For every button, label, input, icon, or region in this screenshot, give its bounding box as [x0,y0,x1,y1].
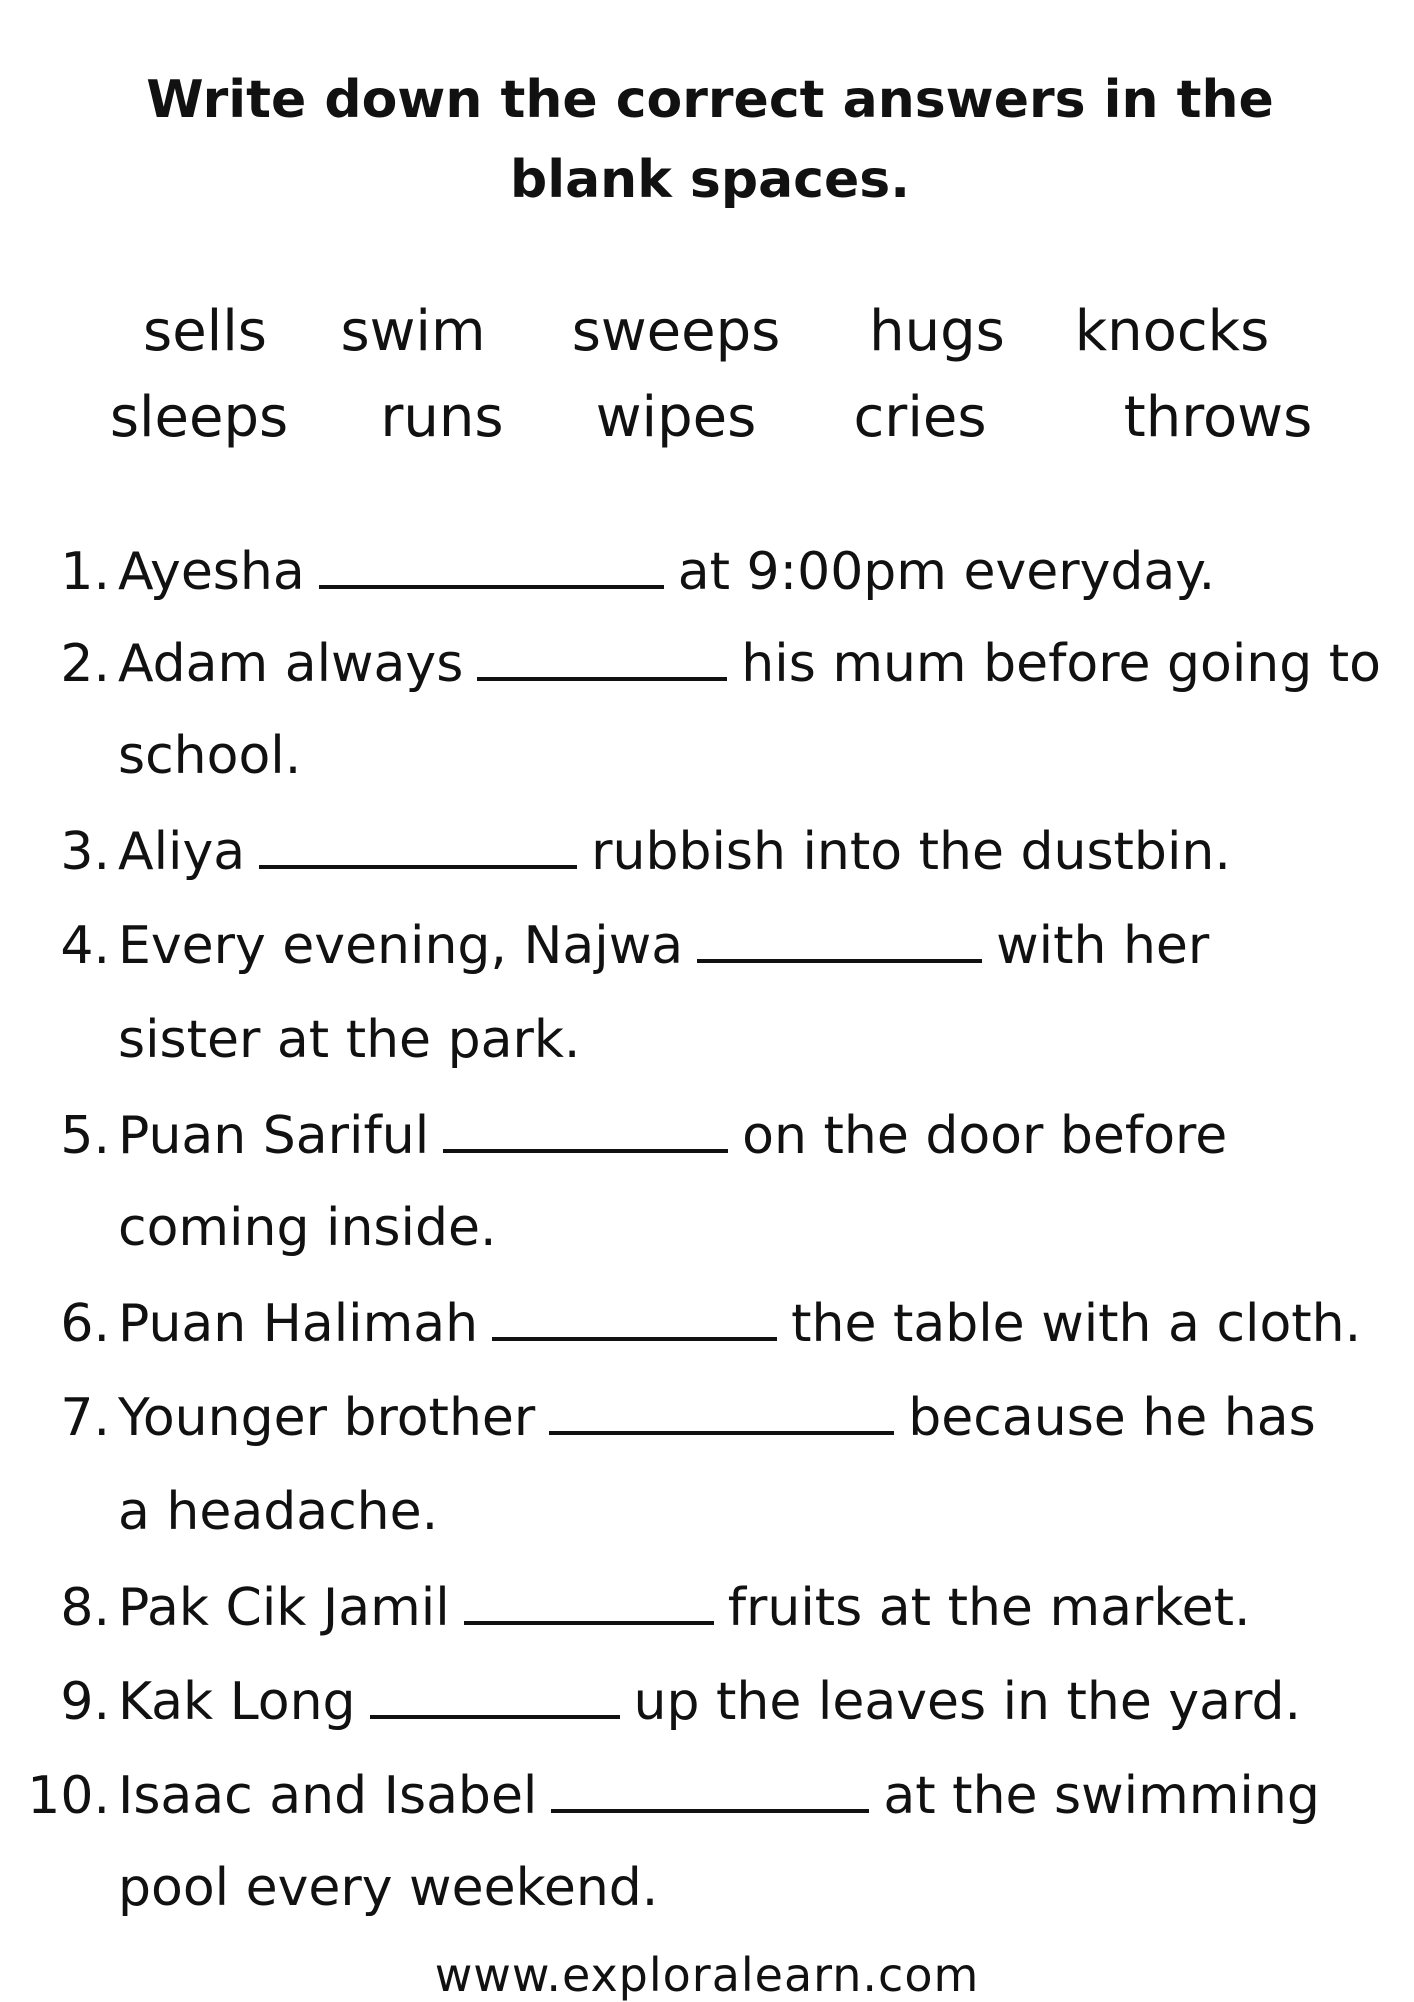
word-bank-item: wipes [595,385,757,450]
word-bank-item: sleeps [109,385,289,450]
question-continuation: coming inside. [118,1198,497,1258]
question-continuation: school. [118,726,302,786]
question-line [118,1104,1227,1168]
question-text-after: the table with a cloth. [791,1294,1362,1354]
question-line [118,1670,1301,1734]
question-text-after: rubbish into the dustbin. [591,822,1231,882]
question-text-before: Puan Halimah [118,1294,479,1354]
question-line [118,1764,1320,1828]
footer-website: www.exploralearn.com [434,1948,980,2002]
question-text-after: his mum before going to [741,634,1381,694]
answer-blank[interactable] [259,821,577,869]
question-text-before: Younger brother [118,1388,536,1448]
answer-blank[interactable] [549,1387,894,1435]
question-number: 7. [60,1388,110,1448]
question-line [118,1292,1361,1356]
worksheet-title: Write down the correct answers in the blank spaces. [146,70,1274,210]
question-number: 5. [60,1106,110,1166]
answer-blank[interactable] [551,1765,869,1813]
word-bank-item: swim [340,299,486,364]
question-number: 9. [60,1672,110,1732]
question-number: 10. [27,1766,110,1826]
question-line [118,540,1215,604]
question-text-after: on the door before [742,1106,1228,1166]
question-text-after: because he has [908,1388,1316,1448]
answer-blank[interactable] [477,633,727,681]
question-text-before: Every evening, Najwa [118,916,684,976]
word-bank-item: cries [853,385,987,450]
question-number: 8. [60,1578,110,1638]
question-line [118,632,1381,696]
word-bank-item: knocks [1074,299,1270,364]
word-bank-item: sweeps [571,299,781,364]
word-bank-item: runs [380,385,504,450]
answer-blank[interactable] [370,1671,620,1719]
question-text-after: at the swimming [883,1766,1320,1826]
question-line [118,1386,1316,1450]
answer-blank[interactable] [492,1293,777,1341]
question-text-before: Puan Sariful [118,1106,430,1166]
answer-blank[interactable] [697,915,982,963]
answer-blank[interactable] [319,541,664,589]
question-continuation: pool every weekend. [118,1858,659,1918]
question-text-after: fruits at the market. [727,1578,1251,1638]
question-number: 3. [60,822,110,882]
word-bank-item: hugs [869,299,1005,364]
question-text-before: Adam always [118,634,464,694]
question-text-before: Ayesha [118,542,305,602]
word-bank-item: throws [1123,385,1313,450]
question-number: 1. [60,542,110,602]
question-text-after: with her [996,916,1210,976]
question-continuation: a headache. [118,1482,439,1542]
question-continuation: sister at the park. [118,1010,581,1070]
question-line [118,820,1231,884]
question-text-after: up the leaves in the yard. [633,1672,1302,1732]
question-text-before: Isaac and Isabel [118,1766,538,1826]
question-number: 6. [60,1294,110,1354]
question-number: 4. [60,916,110,976]
word-bank-item: sells [143,299,267,364]
answer-blank[interactable] [443,1105,728,1153]
question-number: 2. [60,634,110,694]
question-text-after: at 9:00pm everyday. [677,542,1216,602]
question-line [118,914,1209,978]
answer-blank[interactable] [464,1577,714,1625]
question-text-before: Aliya [118,822,246,882]
question-line [118,1576,1251,1640]
question-text-before: Kak Long [118,1672,356,1732]
question-text-before: Pak Cik Jamil [118,1578,450,1638]
